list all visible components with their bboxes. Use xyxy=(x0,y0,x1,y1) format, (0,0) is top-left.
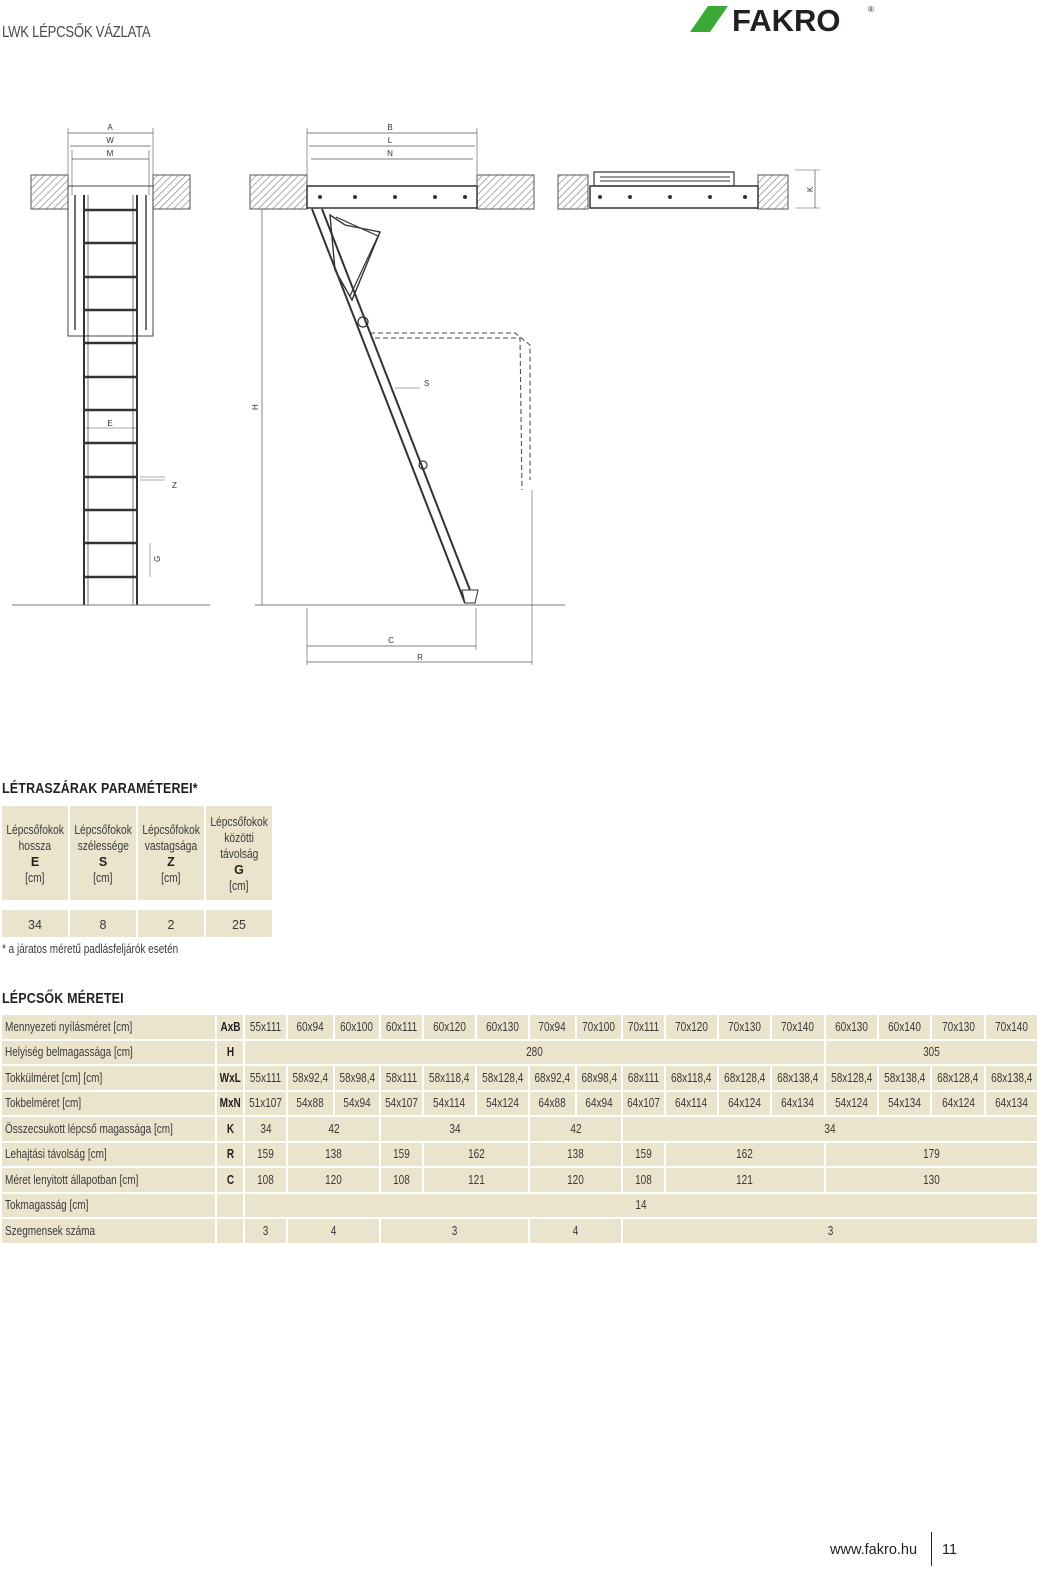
table-cell: 68x98,4 xyxy=(577,1066,621,1090)
table-cell: 64x88 xyxy=(530,1092,574,1116)
page-number: 11 xyxy=(942,1542,958,1558)
table-cell: 68x138,4 xyxy=(986,1066,1037,1090)
label-G: G xyxy=(153,555,162,562)
table-row xyxy=(2,1117,1037,1141)
table-cell: 305 xyxy=(826,1041,1038,1065)
param-header-spacing: Lépcsőfokok közötti távolság G [cm] xyxy=(206,806,272,900)
table-cell: 64x134 xyxy=(772,1092,823,1116)
table-cell: 54x124 xyxy=(477,1092,528,1116)
table-cell: 42 xyxy=(288,1117,379,1141)
ladder-technical-drawing xyxy=(0,110,960,670)
table-cell: 3 xyxy=(381,1219,528,1243)
label-B: B xyxy=(387,123,393,132)
table-cell: 70x130 xyxy=(932,1015,983,1039)
table-cell: 60x94 xyxy=(288,1015,332,1039)
table-cell: 280 xyxy=(245,1041,823,1065)
side-view-open xyxy=(250,123,565,665)
table-cell: 58x138,4 xyxy=(879,1066,930,1090)
table-cell: 54x88 xyxy=(288,1092,332,1116)
table-cell: 3 xyxy=(245,1219,286,1243)
table-cell: 64x107 xyxy=(623,1092,664,1116)
param-value-width: 8 xyxy=(70,910,136,937)
table-row xyxy=(2,1194,1037,1218)
row-label: Összecsukott lépcső magassága [cm] xyxy=(2,1117,215,1141)
params-table xyxy=(2,806,274,939)
table-cell: 4 xyxy=(288,1219,379,1243)
table-cell: 60x130 xyxy=(477,1015,528,1039)
row-symbol xyxy=(217,1194,243,1218)
row-symbol xyxy=(217,1219,243,1243)
table-cell: 64x124 xyxy=(719,1092,770,1116)
table-cell: 58x128,4 xyxy=(826,1066,877,1090)
label-H: H xyxy=(251,404,260,410)
table-cell: 34 xyxy=(381,1117,528,1141)
label-K: K xyxy=(806,186,815,192)
table-cell: 60x100 xyxy=(335,1015,379,1039)
table-row xyxy=(2,1015,1037,1039)
label-M: M xyxy=(106,149,114,158)
table-cell: 51x107 xyxy=(245,1092,286,1116)
table-cell: 54x94 xyxy=(335,1092,379,1116)
logo-wordmark: FAKRO xyxy=(732,3,841,38)
table-cell: 108 xyxy=(245,1168,286,1192)
table-cell: 70x100 xyxy=(577,1015,621,1039)
table-cell: 68x128,4 xyxy=(932,1066,983,1090)
table-row xyxy=(2,1219,1037,1243)
table-cell: 70x130 xyxy=(719,1015,770,1039)
row-label: Tokmagasság [cm] xyxy=(2,1194,215,1218)
table-cell: 138 xyxy=(288,1143,379,1167)
row-symbol: H xyxy=(217,1041,243,1065)
footer-divider xyxy=(931,1532,932,1566)
row-label: Helyiség belmagassága [cm] xyxy=(2,1041,215,1065)
param-value-thickness: 2 xyxy=(138,910,204,937)
table-cell: 4 xyxy=(530,1219,621,1243)
row-label: Tokbelméret [cm] xyxy=(2,1092,215,1116)
table-cell: 34 xyxy=(623,1117,1037,1141)
table-cell: 68x118,4 xyxy=(666,1066,717,1090)
param-header-thickness: Lépcsőfokok vastagsága Z [cm] xyxy=(138,806,204,900)
table-cell: 58x98,4 xyxy=(335,1066,379,1090)
row-label: Tokkülméret [cm] [cm] xyxy=(2,1066,215,1090)
row-symbol: WxL xyxy=(217,1066,243,1090)
table-cell: 58x92,4 xyxy=(288,1066,332,1090)
table-row xyxy=(2,1143,1037,1167)
param-header-width: Lépcsőfokok szélessége S [cm] xyxy=(70,806,136,900)
front-view xyxy=(12,123,210,605)
label-N: N xyxy=(387,149,393,158)
table-cell: 58x111 xyxy=(381,1066,422,1090)
label-W: W xyxy=(106,136,114,145)
sizes-heading: LÉPCSŐK MÉRETEI xyxy=(2,991,124,1007)
table-cell: 70x111 xyxy=(623,1015,664,1039)
table-cell: 70x140 xyxy=(986,1015,1037,1039)
table-cell: 70x94 xyxy=(530,1015,574,1039)
table-cell: 159 xyxy=(623,1143,664,1167)
table-cell: 120 xyxy=(530,1168,621,1192)
table-cell: 42 xyxy=(530,1117,621,1141)
label-S: S xyxy=(424,379,430,388)
table-cell: 162 xyxy=(424,1143,528,1167)
sizes-table xyxy=(0,1013,1039,1245)
page-title: LWK LÉPCSŐK VÁZLATA xyxy=(2,24,151,41)
website-link[interactable]: www.fakro.hu xyxy=(830,1542,918,1558)
param-header-length: Lépcsőfokok hossza E [cm] xyxy=(2,806,68,900)
row-symbol: C xyxy=(217,1168,243,1192)
table-cell: 58x128,4 xyxy=(477,1066,528,1090)
params-footnote: * a járatos méretű padlásfeljárók esetén xyxy=(2,942,179,956)
row-symbol: K xyxy=(217,1117,243,1141)
table-cell: 121 xyxy=(424,1168,528,1192)
table-cell: 68x128,4 xyxy=(719,1066,770,1090)
label-Z: Z xyxy=(172,481,177,490)
table-cell: 108 xyxy=(381,1168,422,1192)
table-cell: 108 xyxy=(623,1168,664,1192)
table-cell: 58x118,4 xyxy=(424,1066,475,1090)
table-cell: 64x114 xyxy=(666,1092,717,1116)
table-cell: 34 xyxy=(245,1117,286,1141)
table-cell: 121 xyxy=(666,1168,823,1192)
table-cell: 55x111 xyxy=(245,1015,286,1039)
table-cell: 60x120 xyxy=(424,1015,475,1039)
table-cell: 54x134 xyxy=(879,1092,930,1116)
table-row xyxy=(2,1168,1037,1192)
side-view-folded xyxy=(558,170,820,209)
table-cell: 68x111 xyxy=(623,1066,664,1090)
table-cell: 54x107 xyxy=(381,1092,422,1116)
param-value-length: 34 xyxy=(2,910,68,937)
table-cell: 159 xyxy=(245,1143,286,1167)
table-cell: 60x111 xyxy=(381,1015,422,1039)
table-cell: 64x94 xyxy=(577,1092,621,1116)
table-cell: 70x140 xyxy=(772,1015,823,1039)
table-cell: 68x92,4 xyxy=(530,1066,574,1090)
table-row xyxy=(2,1041,1037,1065)
label-C: C xyxy=(388,636,394,645)
row-label: Szegmensek száma xyxy=(2,1219,215,1243)
table-cell: 60x130 xyxy=(826,1015,877,1039)
fakro-logo xyxy=(690,2,880,36)
table-cell: 130 xyxy=(826,1168,1038,1192)
row-label: Lehajtási távolság [cm] xyxy=(2,1143,215,1167)
table-cell: 120 xyxy=(288,1168,379,1192)
label-A: A xyxy=(107,123,113,132)
table-row xyxy=(2,1066,1037,1090)
table-row xyxy=(2,1092,1037,1116)
table-cell: 68x138,4 xyxy=(772,1066,823,1090)
table-cell: 138 xyxy=(530,1143,621,1167)
label-R: R xyxy=(417,653,423,662)
row-symbol: MxN xyxy=(217,1092,243,1116)
label-L: L xyxy=(387,136,393,145)
table-cell: 60x140 xyxy=(879,1015,930,1039)
row-label: Mennyezeti nyílásméret [cm] xyxy=(2,1015,215,1039)
logo-registered-mark: ® xyxy=(868,5,874,14)
table-cell: 3 xyxy=(623,1219,1037,1243)
table-cell: 159 xyxy=(381,1143,422,1167)
row-symbol: AxB xyxy=(217,1015,243,1039)
label-E: E xyxy=(107,419,113,428)
table-cell: 64x124 xyxy=(932,1092,983,1116)
table-cell: 54x114 xyxy=(424,1092,475,1116)
row-label: Méret lenyitott állapotban [cm] xyxy=(2,1168,215,1192)
table-cell: 64x134 xyxy=(986,1092,1037,1116)
table-cell: 179 xyxy=(826,1143,1038,1167)
table-cell: 162 xyxy=(666,1143,823,1167)
table-cell: 14 xyxy=(245,1194,1037,1218)
param-value-spacing: 25 xyxy=(206,910,272,937)
row-symbol: R xyxy=(217,1143,243,1167)
params-heading: LÉTRASZÁRAK PARAMÉTEREI* xyxy=(2,781,198,797)
table-cell: 55x111 xyxy=(245,1066,286,1090)
table-cell: 54x124 xyxy=(826,1092,877,1116)
table-cell: 70x120 xyxy=(666,1015,717,1039)
